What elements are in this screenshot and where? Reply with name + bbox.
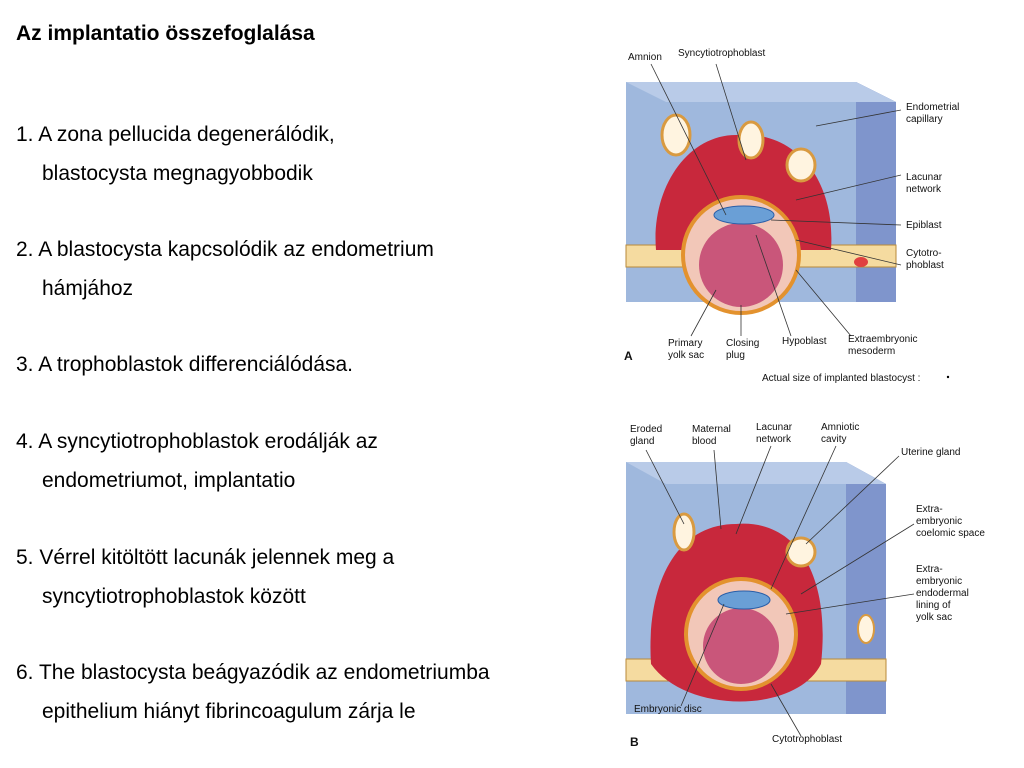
item-line: 4. A syncytiotrophoblastok erodálják az (16, 430, 378, 453)
list-item (16, 653, 490, 731)
label-closing-plug-2: plug (726, 350, 745, 361)
label-extraembryonic-mesoderm-1: Extraembryonic (848, 334, 918, 345)
actual-size-dot (947, 376, 949, 378)
label-cytotrophoblast-2: phoblast (906, 260, 944, 271)
label-hypoblast: Hypoblast (782, 336, 827, 347)
block-top (626, 82, 896, 102)
gland (787, 538, 815, 566)
label-epiblast: Epiblast (906, 220, 942, 231)
gland (787, 149, 815, 181)
label-maternal-blood-1: Maternal (692, 424, 731, 435)
label-endodermal-1: Extra- (916, 564, 943, 575)
page-title: Az implantatio összefoglalása (16, 22, 315, 45)
label-syncytiotrophoblast: Syncytiotrophoblast (678, 48, 766, 59)
label-coelomic-2: embryonic (916, 516, 963, 527)
list-item (16, 345, 353, 384)
list-item (16, 538, 394, 616)
label-coelomic-3: coelomic space (916, 528, 985, 539)
label-actual-size: Actual size of implanted blastocyst : (762, 373, 921, 384)
item-continuation: epithelium hiányt fibrincoagulum zárja le (42, 700, 416, 723)
item-line: 2. A blastocysta kapcsolódik az endometrium (16, 238, 434, 261)
yolk-sac (703, 608, 779, 684)
block-top (626, 462, 886, 484)
label-extraembryonic-mesoderm-2: mesoderm (848, 346, 896, 357)
panel-label-a: A (624, 349, 633, 363)
list-item (16, 230, 434, 308)
yolk-sac (699, 223, 783, 307)
item-line: 3. A trophoblastok differenciálódása. (16, 353, 354, 376)
gland (662, 115, 690, 155)
capillary (854, 257, 868, 267)
label-embryonic-disc: Embryonic disc (634, 704, 702, 715)
item-continuation: endometriumot, implantatio (42, 469, 296, 492)
item-line: 1. A zona pellucida degenerálódik, (16, 123, 335, 146)
label-primary-yolk-sac-2: yolk sac (668, 350, 705, 361)
gland (858, 615, 874, 643)
label-amnion: Amnion (628, 52, 662, 63)
label-maternal-blood-2: blood (692, 436, 717, 447)
label-amniotic-cavity-2: cavity (821, 434, 847, 445)
label-lacunar-2: network (906, 184, 942, 195)
list-item (16, 422, 378, 500)
implantation-diagram-b (596, 414, 1016, 754)
list-item (16, 115, 335, 193)
implantation-diagram-a (596, 40, 1016, 390)
item-line: 5. Vérrel kitöltött lacunák jelennek meg a (16, 546, 395, 569)
label-cytotrophoblast-1: Cytotro- (906, 248, 942, 259)
label-amniotic-cavity-1: Amniotic (821, 422, 860, 433)
label-endodermal-5: yolk sac (916, 612, 953, 623)
label-endodermal-4: lining of (916, 600, 951, 611)
label-lacunar-network-2: network (756, 434, 792, 445)
gland (739, 122, 763, 158)
item-continuation: hámjához (42, 277, 134, 300)
item-continuation: blastocysta megnagyobbodik (42, 162, 313, 185)
label-primary-yolk-sac-1: Primary (668, 338, 703, 349)
gland (674, 514, 694, 550)
label-endometrial-capillary-2: capillary (906, 114, 943, 125)
label-cytotrophoblast: Cytotrophoblast (772, 734, 843, 745)
figure-b (596, 414, 1016, 754)
label-lacunar-1: Lacunar (906, 172, 943, 183)
label-lacunar-network-1: Lacunar (756, 422, 793, 433)
label-endodermal-3: endodermal (916, 588, 969, 599)
label-endodermal-2: embryonic (916, 576, 963, 587)
label-endometrial-capillary-1: Endometrial (906, 102, 960, 113)
item-continuation: syncytiotrophoblastok között (42, 585, 306, 608)
label-coelomic-1: Extra- (916, 504, 943, 515)
label-eroded-gland-1: Eroded (630, 424, 663, 435)
label-uterine-gland: Uterine gland (901, 447, 961, 458)
label-eroded-gland-2: gland (630, 436, 655, 447)
embryonic-disc (718, 591, 770, 609)
label-closing-plug-1: Closing (726, 338, 760, 349)
panel-label-b: B (630, 735, 639, 749)
item-line: 6. The blastocysta beágyazódik az endometriumba (16, 661, 490, 684)
figure-a (596, 40, 1016, 390)
